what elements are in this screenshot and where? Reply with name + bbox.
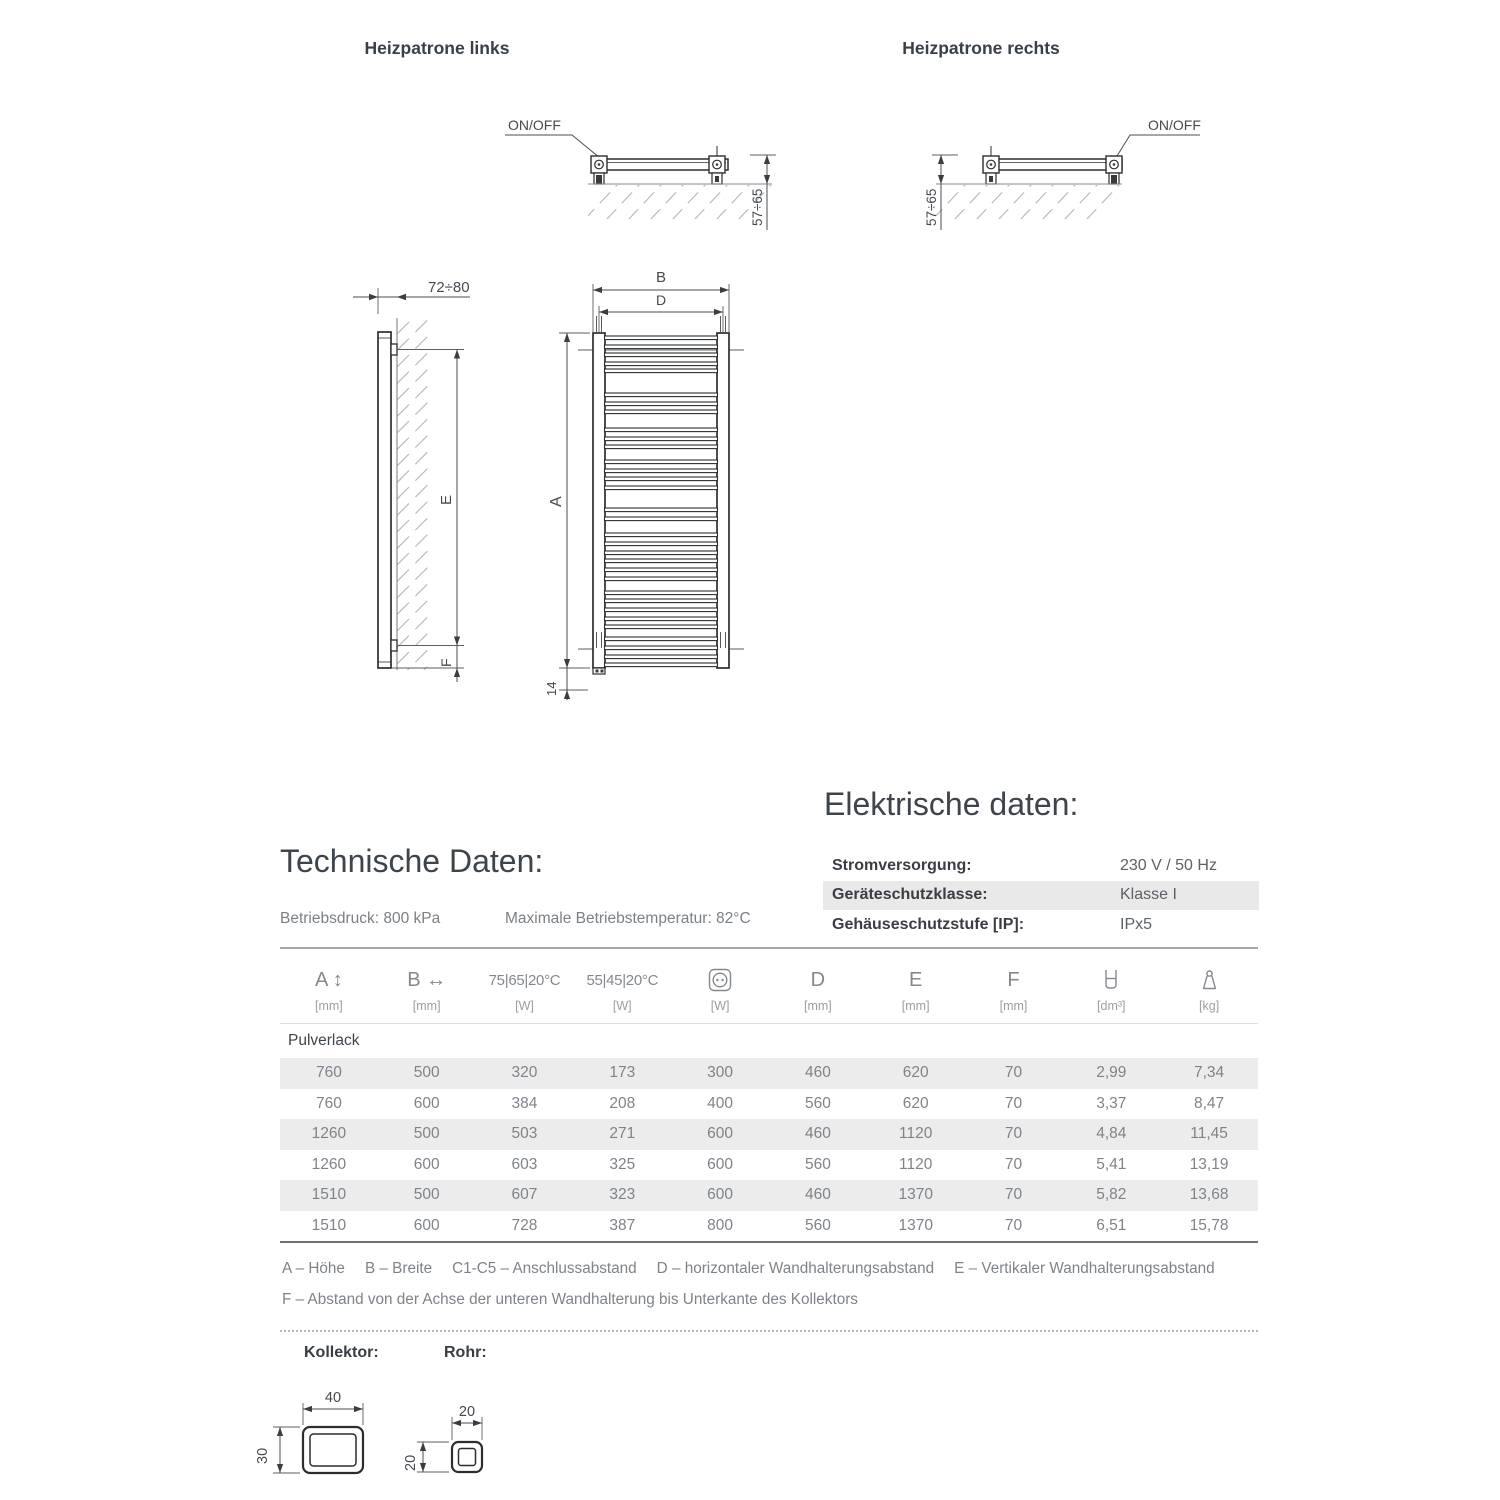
table-cell: 15,78 [1189, 1216, 1229, 1234]
table-cell: 503 [511, 1125, 538, 1142]
table-cell: 325 [609, 1155, 636, 1173]
table-cell: 384 [511, 1094, 538, 1112]
table-cell: 7,34 [1194, 1064, 1225, 1081]
table-cell: 1370 [898, 1186, 933, 1203]
profile-drawings [255, 1378, 515, 1493]
side-view-drawing [350, 268, 485, 713]
col-header-power-55-45-20: 55|45|20°C [W] [586, 971, 659, 1013]
dim-14-label: 14 [544, 681, 559, 696]
table-cell: 600 [413, 1094, 440, 1112]
rohr-label: Rohr: [444, 1344, 487, 1361]
electrical-label: Gehäuseschutzstufe [IP]: [832, 915, 1025, 933]
table-row [280, 1180, 1258, 1211]
table-cell: 600 [707, 1155, 734, 1173]
table-cell: 1510 [311, 1216, 347, 1234]
front-view-drawing [540, 268, 785, 713]
radiator-side-profile [378, 332, 391, 668]
table-cell: 2,99 [1096, 1064, 1127, 1081]
volume-icon [1101, 969, 1121, 991]
table-cell: 500 [413, 1186, 440, 1203]
table-cell: 607 [511, 1186, 538, 1203]
onoff-label: ON/OFF [508, 117, 561, 133]
col-header-f: F [mm] [999, 968, 1028, 1013]
rohr-profile [452, 1442, 482, 1472]
table-cell: 300 [707, 1064, 734, 1081]
table-cell: 460 [804, 1064, 831, 1081]
dotted-divider [280, 1330, 1258, 1332]
table-cell: 460 [804, 1186, 831, 1203]
weight-icon [1199, 969, 1220, 991]
table-row [280, 1089, 1258, 1120]
table-cell: 271 [609, 1125, 636, 1142]
rohr-width-dim: 20 [458, 1404, 476, 1420]
legend-item: A – Höhe [282, 1260, 345, 1277]
mount-dim-label: 57÷65 [924, 188, 939, 226]
dim-f-label: F [438, 658, 454, 667]
table-cell: 500 [413, 1064, 440, 1081]
table-cell: 208 [609, 1094, 636, 1112]
table-row [280, 1150, 1258, 1181]
electrical-value: IPx5 [1120, 915, 1153, 933]
table-cell: 4,84 [1096, 1125, 1127, 1142]
legend-line-2 [282, 1291, 1287, 1309]
legend-item: F – Abstand von der Achse der unteren Wandhalterung bis Unterkante des Kollektors [282, 1291, 858, 1308]
table-cell: 560 [804, 1094, 831, 1112]
table-cell: 1260 [311, 1155, 347, 1173]
table-cell: 1120 [899, 1125, 933, 1142]
table-cell: 560 [804, 1216, 831, 1234]
table-row [280, 1058, 1258, 1089]
electrical-data-heading: Elektrische daten: [824, 786, 1079, 822]
col-header-weight: [kg] [1160, 965, 1258, 1013]
table-cell: 13,19 [1189, 1155, 1229, 1173]
mounting-drawing-right [912, 108, 1212, 233]
table-cell: 387 [609, 1216, 636, 1234]
electrical-data-table [823, 851, 1259, 940]
col-header-b: B ↔ [mm] [407, 968, 447, 1013]
socket-icon [708, 968, 732, 992]
table-cell: 600 [413, 1155, 440, 1173]
dim-e-label: E [438, 494, 455, 505]
table-cell: 760 [315, 1064, 342, 1081]
col-header-volume: [dm³] [1062, 965, 1160, 1013]
table-cell: 760 [315, 1094, 342, 1112]
table-cell: 70 [1004, 1125, 1023, 1142]
wall-hatching [584, 184, 772, 220]
table-cell: 8,47 [1194, 1094, 1225, 1112]
wall-hatching [932, 184, 1120, 220]
table-cell: 800 [707, 1216, 734, 1234]
kollektor-width-dim: 40 [324, 1390, 342, 1406]
rohr-height-dim: 20 [403, 1454, 419, 1471]
table-cell: 3,37 [1096, 1094, 1127, 1112]
group-label-pulverlack: Pulverlack [288, 1032, 360, 1049]
table-cell: 5,41 [1096, 1155, 1127, 1173]
specs-table-header [280, 949, 1258, 1024]
table-bottom-rule [280, 1241, 1258, 1243]
dim-b-label: B [655, 269, 667, 286]
table-cell: 70 [1004, 1216, 1023, 1234]
legend-item: E – Vertikaler Wandhalterungsabstand [954, 1260, 1215, 1277]
table-cell: 323 [609, 1186, 636, 1203]
col-header-a: A ↕ [mm] [315, 968, 343, 1013]
dim-d-label: D [655, 292, 667, 308]
table-cell: 320 [511, 1064, 538, 1081]
table-cell: 560 [804, 1155, 831, 1173]
collector-left [593, 333, 605, 668]
electrical-label: Geräteschutzklasse: [832, 886, 988, 904]
table-cell: 70 [1004, 1094, 1023, 1112]
legend-line-1 [282, 1260, 1287, 1278]
technical-data-heading: Technische Daten: [280, 843, 544, 879]
table-cell: 603 [511, 1155, 538, 1173]
onoff-label: ON/OFF [1148, 117, 1201, 133]
title-heizpatrone-links: Heizpatrone links [364, 38, 510, 58]
table-cell: 460 [804, 1125, 831, 1142]
table-cell: 1260 [311, 1125, 347, 1142]
table-cell: 620 [902, 1094, 929, 1112]
col-header-e: E [mm] [901, 968, 930, 1013]
mounting-drawing-left [488, 108, 788, 233]
table-cell: 70 [1004, 1155, 1023, 1173]
wall-bracket-bottom [391, 640, 397, 651]
table-cell: 70 [1004, 1186, 1023, 1203]
table-cell: 400 [707, 1094, 734, 1112]
electrical-row [823, 910, 1259, 940]
wall-hatching [397, 303, 428, 697]
table-cell: 173 [609, 1064, 636, 1081]
legend-item: B – Breite [364, 1260, 433, 1277]
table-cell: 1370 [898, 1216, 933, 1234]
operating-pressure: Betriebsdruck: 800 kPa [280, 910, 441, 927]
kollektor-label: Kollektor: [304, 1344, 379, 1361]
table-cell: 1510 [311, 1186, 347, 1203]
electrical-value: Klasse I [1120, 886, 1177, 904]
table-cell: 5,82 [1096, 1186, 1127, 1203]
table-cell: 620 [902, 1064, 929, 1081]
table-cell: 600 [707, 1125, 734, 1142]
table-row [280, 1211, 1258, 1242]
title-heizpatrone-rechts: Heizpatrone rechts [902, 38, 1060, 58]
col-header-power-75-65-20: 75|65|20°C [W] [488, 971, 561, 1013]
table-cell: 13,68 [1189, 1186, 1229, 1203]
col-header-electric-power: [W] [671, 965, 769, 1013]
mount-dim-label: 57÷65 [750, 188, 765, 226]
electrical-row [823, 851, 1259, 881]
kollektor-height-dim: 30 [255, 1447, 271, 1464]
legend-item: D – horizontaler Wandhalterungsabstand [656, 1260, 935, 1277]
table-cell: 600 [707, 1186, 734, 1203]
table-cell: 600 [413, 1216, 440, 1234]
dim-a-label: A [548, 496, 565, 507]
col-header-d: D [mm] [804, 968, 832, 1013]
rungs [605, 336, 718, 667]
electrical-value: 230 V / 50 Hz [1120, 856, 1217, 874]
table-cell: 70 [1004, 1064, 1023, 1081]
legend-item: C1-C5 – Anschlussabstand [452, 1260, 637, 1277]
specs-table [280, 947, 1258, 1243]
max-temperature: Maximale Betriebstemperatur: 82°C [505, 910, 751, 927]
wall-dim-label: 72÷80 [428, 279, 470, 296]
table-cell: 11,45 [1190, 1125, 1228, 1142]
electrical-label: Stromversorgung: [832, 856, 972, 874]
wall-bracket-top [391, 344, 397, 355]
table-cell: 6,51 [1096, 1216, 1127, 1234]
table-cell: 500 [413, 1125, 440, 1142]
table-cell: 728 [511, 1216, 538, 1234]
collector-right [717, 333, 729, 668]
table-cell: 1120 [899, 1155, 933, 1173]
electrical-row [823, 881, 1259, 911]
table-row [280, 1119, 1258, 1150]
